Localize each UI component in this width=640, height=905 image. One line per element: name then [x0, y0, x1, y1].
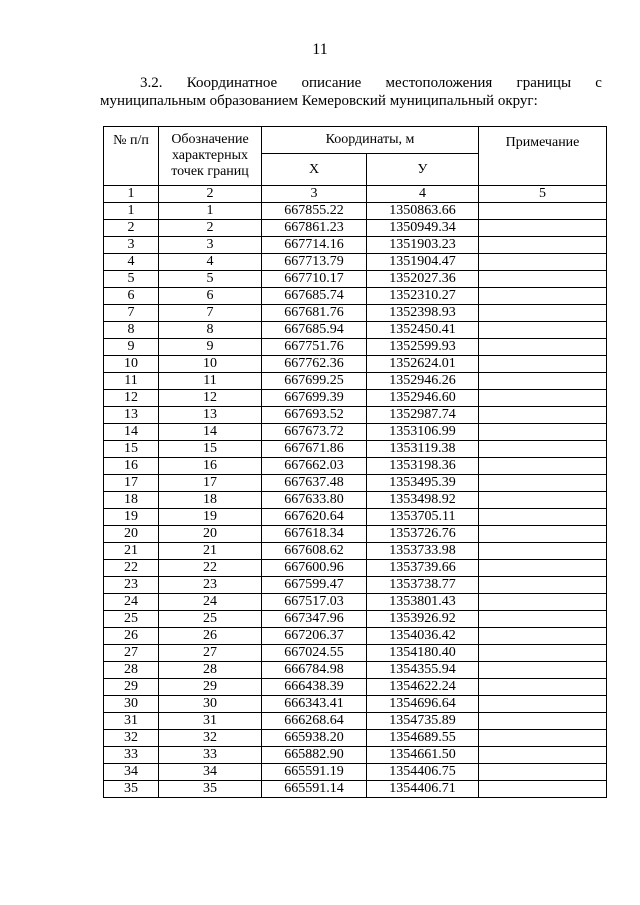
cell-y: 1351903.23 [367, 237, 479, 254]
cell-note [479, 594, 607, 611]
cell-point-name: 28 [159, 662, 262, 679]
cell-note [479, 645, 607, 662]
cell-note [479, 288, 607, 305]
cell-point-name: 7 [159, 305, 262, 322]
table-row [104, 288, 607, 305]
cell-x: 667517.03 [262, 594, 367, 611]
cell-np: 23 [104, 577, 159, 594]
cell-x: 667637.48 [262, 475, 367, 492]
cell-y: 1354622.24 [367, 679, 479, 696]
cell-point-name: 19 [159, 509, 262, 526]
cell-y: 1353739.66 [367, 560, 479, 577]
table-row [104, 390, 607, 407]
cell-x: 666784.98 [262, 662, 367, 679]
cell-note [479, 730, 607, 747]
cell-note [479, 271, 607, 288]
table-row [104, 271, 607, 288]
cell-point-name: 24 [159, 594, 262, 611]
cell-np: 10 [104, 356, 159, 373]
column-number: 1 [104, 186, 159, 203]
cell-x: 667671.86 [262, 441, 367, 458]
cell-x: 667699.25 [262, 373, 367, 390]
cell-np: 28 [104, 662, 159, 679]
cell-note [479, 764, 607, 781]
cell-point-name: 15 [159, 441, 262, 458]
cell-point-name: 1 [159, 203, 262, 220]
table-row [104, 628, 607, 645]
cell-x: 667681.76 [262, 305, 367, 322]
cell-note [479, 526, 607, 543]
cell-y: 1353801.43 [367, 594, 479, 611]
cell-y: 1353119.38 [367, 441, 479, 458]
cell-x: 667685.94 [262, 322, 367, 339]
cell-np: 4 [104, 254, 159, 271]
heading-word: границы [516, 75, 572, 91]
cell-y: 1352624.01 [367, 356, 479, 373]
cell-note [479, 713, 607, 730]
cell-y: 1353926.92 [367, 611, 479, 628]
cell-y: 1351904.47 [367, 254, 479, 271]
cell-note [479, 560, 607, 577]
table-row [104, 475, 607, 492]
cell-point-name: 12 [159, 390, 262, 407]
cell-point-name: 31 [159, 713, 262, 730]
cell-x: 665938.20 [262, 730, 367, 747]
cell-np: 20 [104, 526, 159, 543]
cell-np: 29 [104, 679, 159, 696]
cell-x: 666268.64 [262, 713, 367, 730]
cell-y: 1354696.64 [367, 696, 479, 713]
coordinates-table [103, 126, 607, 798]
table-row [104, 441, 607, 458]
cell-point-name: 26 [159, 628, 262, 645]
cell-np: 2 [104, 220, 159, 237]
cell-point-name: 32 [159, 730, 262, 747]
table-row [104, 526, 607, 543]
cell-y: 1352987.74 [367, 407, 479, 424]
cell-np: 14 [104, 424, 159, 441]
table-row [104, 645, 607, 662]
cell-x: 667618.34 [262, 526, 367, 543]
cell-np: 5 [104, 271, 159, 288]
heading-line-1 [100, 74, 602, 92]
cell-np: 18 [104, 492, 159, 509]
cell-y: 1353106.99 [367, 424, 479, 441]
cell-point-name: 18 [159, 492, 262, 509]
header-coordinates: Координаты, м [262, 127, 479, 154]
cell-note [479, 611, 607, 628]
cell-x: 665591.19 [262, 764, 367, 781]
cell-note [479, 407, 607, 424]
cell-np: 22 [104, 560, 159, 577]
table-row [104, 577, 607, 594]
cell-y: 1352027.36 [367, 271, 479, 288]
table-row [104, 407, 607, 424]
cell-note [479, 356, 607, 373]
column-number: 5 [479, 186, 607, 203]
cell-point-name: 33 [159, 747, 262, 764]
cell-note [479, 322, 607, 339]
cell-x: 667600.96 [262, 560, 367, 577]
cell-x: 665882.90 [262, 747, 367, 764]
table-row [104, 373, 607, 390]
heading-word: 3.2. [140, 75, 163, 91]
cell-np: 7 [104, 305, 159, 322]
cell-x: 665591.14 [262, 781, 367, 798]
cell-y: 1354406.71 [367, 781, 479, 798]
cell-np: 1 [104, 203, 159, 220]
cell-y: 1352310.27 [367, 288, 479, 305]
column-number: 3 [262, 186, 367, 203]
cell-np: 27 [104, 645, 159, 662]
column-number-row [104, 186, 607, 203]
cell-point-name: 3 [159, 237, 262, 254]
cell-point-name: 34 [159, 764, 262, 781]
table-row [104, 747, 607, 764]
cell-np: 25 [104, 611, 159, 628]
cell-np: 26 [104, 628, 159, 645]
cell-point-name: 23 [159, 577, 262, 594]
cell-point-name: 20 [159, 526, 262, 543]
cell-y: 1354406.75 [367, 764, 479, 781]
cell-y: 1353705.11 [367, 509, 479, 526]
table-row [104, 611, 607, 628]
cell-note [479, 458, 607, 475]
cell-y: 1354661.50 [367, 747, 479, 764]
cell-np: 21 [104, 543, 159, 560]
cell-point-name: 11 [159, 373, 262, 390]
cell-x: 667693.52 [262, 407, 367, 424]
table-row [104, 781, 607, 798]
cell-np: 8 [104, 322, 159, 339]
cell-y: 1352398.93 [367, 305, 479, 322]
cell-x: 667206.37 [262, 628, 367, 645]
cell-y: 1353495.39 [367, 475, 479, 492]
cell-x: 667714.16 [262, 237, 367, 254]
cell-point-name: 35 [159, 781, 262, 798]
cell-y: 1354689.55 [367, 730, 479, 747]
table-row [104, 509, 607, 526]
cell-x: 667699.39 [262, 390, 367, 407]
table-row [104, 339, 607, 356]
page-number: 11 [312, 41, 328, 58]
cell-np: 35 [104, 781, 159, 798]
cell-x: 667599.47 [262, 577, 367, 594]
table-row [104, 730, 607, 747]
cell-point-name: 17 [159, 475, 262, 492]
cell-note [479, 543, 607, 560]
cell-x: 667762.36 [262, 356, 367, 373]
cell-x: 667024.55 [262, 645, 367, 662]
cell-note [479, 662, 607, 679]
cell-point-name: 10 [159, 356, 262, 373]
table-row [104, 543, 607, 560]
table-row [104, 696, 607, 713]
cell-point-name: 25 [159, 611, 262, 628]
header-y: У [367, 154, 479, 186]
cell-y: 1353726.76 [367, 526, 479, 543]
cell-x: 667620.64 [262, 509, 367, 526]
heading-word: описание [301, 75, 362, 91]
cell-y: 1352946.60 [367, 390, 479, 407]
cell-y: 1354036.42 [367, 628, 479, 645]
cell-point-name: 30 [159, 696, 262, 713]
cell-point-name: 6 [159, 288, 262, 305]
cell-x: 667673.72 [262, 424, 367, 441]
cell-np: 32 [104, 730, 159, 747]
cell-y: 1350949.34 [367, 220, 479, 237]
cell-y: 1353198.36 [367, 458, 479, 475]
cell-point-name: 13 [159, 407, 262, 424]
cell-np: 33 [104, 747, 159, 764]
cell-np: 31 [104, 713, 159, 730]
cell-y: 1354735.89 [367, 713, 479, 730]
cell-np: 13 [104, 407, 159, 424]
cell-note [479, 577, 607, 594]
heading-word: местоположения [385, 75, 493, 91]
cell-np: 9 [104, 339, 159, 356]
cell-x: 667751.76 [262, 339, 367, 356]
cell-point-name: 14 [159, 424, 262, 441]
cell-point-name: 5 [159, 271, 262, 288]
cell-point-name: 21 [159, 543, 262, 560]
table-row [104, 662, 607, 679]
cell-np: 19 [104, 509, 159, 526]
section-heading [100, 74, 602, 110]
cell-np: 17 [104, 475, 159, 492]
cell-np: 15 [104, 441, 159, 458]
table-row [104, 322, 607, 339]
cell-np: 6 [104, 288, 159, 305]
cell-x: 667685.74 [262, 288, 367, 305]
cell-y: 1353733.98 [367, 543, 479, 560]
table-row [104, 220, 607, 237]
cell-note [479, 203, 607, 220]
cell-note [479, 254, 607, 271]
heading-line-2: муниципальным образованием Кемеровский муниципальный округ: [100, 93, 538, 109]
table-row [104, 679, 607, 696]
cell-note [479, 441, 607, 458]
cell-y: 1352599.93 [367, 339, 479, 356]
cell-point-name: 9 [159, 339, 262, 356]
cell-np: 3 [104, 237, 159, 254]
cell-x: 666343.41 [262, 696, 367, 713]
cell-x: 667608.62 [262, 543, 367, 560]
cell-x: 666438.39 [262, 679, 367, 696]
cell-note [479, 220, 607, 237]
cell-x: 667861.23 [262, 220, 367, 237]
cell-np: 16 [104, 458, 159, 475]
cell-y: 1353738.77 [367, 577, 479, 594]
cell-point-name: 29 [159, 679, 262, 696]
cell-note [479, 781, 607, 798]
cell-y: 1354180.40 [367, 645, 479, 662]
cell-note [479, 390, 607, 407]
cell-y: 1352450.41 [367, 322, 479, 339]
cell-point-name: 8 [159, 322, 262, 339]
table-row [104, 356, 607, 373]
cell-point-name: 27 [159, 645, 262, 662]
cell-note [479, 475, 607, 492]
table-row [104, 713, 607, 730]
table-row [104, 237, 607, 254]
cell-point-name: 16 [159, 458, 262, 475]
cell-note [479, 696, 607, 713]
cell-np: 34 [104, 764, 159, 781]
heading-word: с [595, 75, 602, 91]
table-row [104, 203, 607, 220]
cell-note [479, 305, 607, 322]
header-x: Х [262, 154, 367, 186]
cell-y: 1353498.92 [367, 492, 479, 509]
cell-y: 1350863.66 [367, 203, 479, 220]
header-np: № п/п [104, 127, 159, 186]
cell-x: 667662.03 [262, 458, 367, 475]
cell-point-name: 4 [159, 254, 262, 271]
cell-x: 667347.96 [262, 611, 367, 628]
cell-note [479, 373, 607, 390]
header-note: Примечание [479, 127, 607, 186]
cell-y: 1352946.26 [367, 373, 479, 390]
cell-note [479, 628, 607, 645]
table-row [104, 560, 607, 577]
heading-word: Координатное [186, 75, 278, 91]
table-body [104, 203, 607, 798]
table-row [104, 764, 607, 781]
cell-note [479, 339, 607, 356]
table-row [104, 492, 607, 509]
header-point-name: Обозначение характерных точек границ [159, 127, 262, 186]
cell-note [479, 747, 607, 764]
cell-note [479, 492, 607, 509]
cell-point-name: 22 [159, 560, 262, 577]
table-row [104, 254, 607, 271]
cell-x: 667713.79 [262, 254, 367, 271]
cell-np: 24 [104, 594, 159, 611]
cell-y: 1354355.94 [367, 662, 479, 679]
table-row [104, 458, 607, 475]
table-row [104, 305, 607, 322]
cell-x: 667710.17 [262, 271, 367, 288]
cell-note [479, 679, 607, 696]
table-row [104, 424, 607, 441]
cell-np: 30 [104, 696, 159, 713]
table-row [104, 594, 607, 611]
cell-np: 11 [104, 373, 159, 390]
column-number: 2 [159, 186, 262, 203]
cell-note [479, 424, 607, 441]
cell-np: 12 [104, 390, 159, 407]
cell-note [479, 237, 607, 254]
column-number: 4 [367, 186, 479, 203]
cell-point-name: 2 [159, 220, 262, 237]
cell-note [479, 509, 607, 526]
cell-x: 667633.80 [262, 492, 367, 509]
cell-x: 667855.22 [262, 203, 367, 220]
